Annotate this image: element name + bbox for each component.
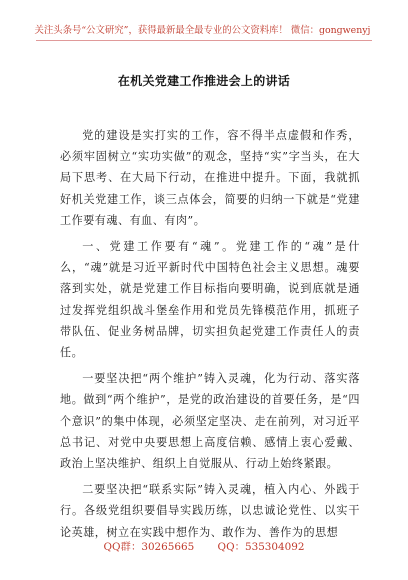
header-divider [36,40,372,41]
paragraph-intro: 党的建设是实打实的工作，容不得半点虚假和作秀，必须牢固树立“实功实做”的观念，坚持“实”字当头，在大局下思考、在大局下行动，在推进中提升。下面，我就抓好机关党建工作，谈三点体会，简要的归纳一下就是“党建工作要有魂、有血、有肉”。 [60,129,360,227]
paragraph-section-one: 一、党建工作要有“魂”。党建工作的“魂”是什么，“魂”就是习近平新时代中国特色社会主义思想。魂要落到实处，就是党建工作目标指向要明确，说到底就是通过发挥党组织战斗堡垒作用和党员先锋模范作用，抓班子带队伍、促业务树品牌，切实担负起党建工作责任人的责任。 [60,240,360,360]
page-footer [0,538,408,553]
footer-qq: QQ：535304092 [217,541,305,553]
document-body [60,125,360,543]
page-header-banner: 关注头条号“公文研究”，获得最新最全最专业的公文资料库！ 微信：gongwenyj [34,25,371,36]
paragraph-point-two: 二要坚决把“联系实际”铸入灵魂，植入内心、外践于行。各级党组织要倡导实践历练，以忠诚论党性、以实干论英雄，树立在实践中想作为、敢作为、善作为的思想 [60,483,360,539]
footer-qq-group: QQ群：30265665 [103,541,195,553]
paragraph-point-one: 一要坚决把“两个维护”铸入灵魂，化为行动、落实落地。做到“两个维护”，是党的政治建设的首要任务，是“四个意识”的集中体现，必须坚定坚决、走在前列，对习近平总书记、对党中央要思想上高度信赖、感情上衷心爱戴、政治上坚决维护、组织上自觉服从、行动上始终紧跟。 [60,372,360,471]
document-title: 在机关党建工作推进会上的讲话 [117,74,291,88]
